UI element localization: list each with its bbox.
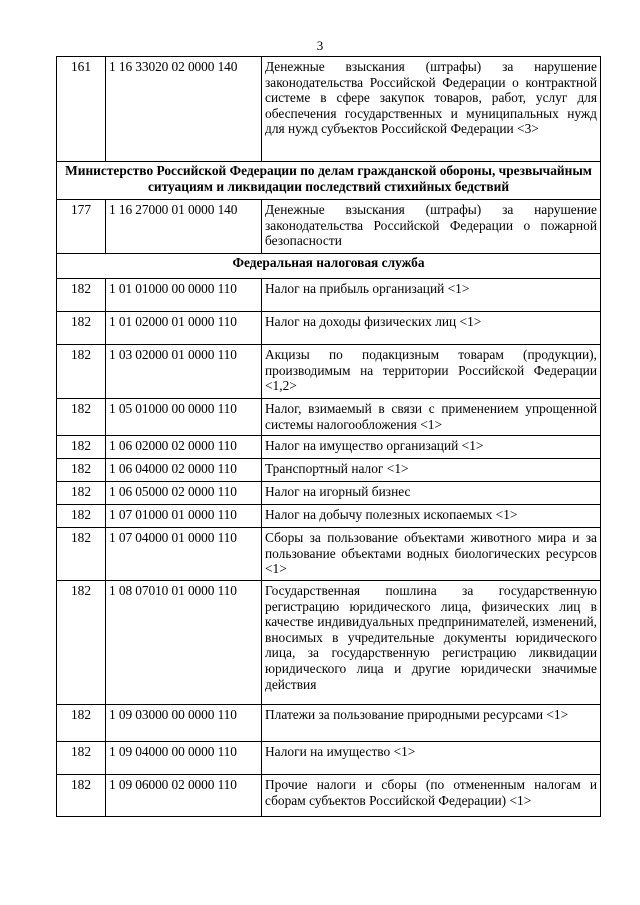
admin-code-cell: 182 [57,436,106,459]
admin-code-cell: 182 [57,279,106,312]
section-title: Федеральная налоговая служба [57,254,601,279]
budget-code-cell: 1 06 04000 02 0000 110 [106,459,262,482]
admin-code-cell: 182 [57,705,106,742]
budget-code-cell: 1 01 02000 01 0000 110 [106,312,262,345]
table-row [57,200,601,254]
description-cell: Акцизы по подакцизным товарам (продукции), производимым на территории Российской Федерации <1,2> [262,345,601,399]
admin-code-cell: 182 [57,459,106,482]
budget-code-cell: 1 06 05000 02 0000 110 [106,482,262,505]
description-cell: Налог на прибыль организаций <1> [262,279,601,312]
table-row [57,436,601,459]
description-cell: Денежные взыскания (штрафы) за нарушение законодательства Российской Федерации о пожарной безопасности [262,200,601,254]
admin-code-cell: 182 [57,312,106,345]
table-row [57,57,601,162]
description-cell: Государственная пошлина за государственную регистрацию юридического лица, физических лиц в качестве индивидуальных предпринимателей, изменений, вносимых в учредительные документы юридического лица, за государственную регистрацию ликвидации юридического лица и другие юридически значимые действия [262,581,601,705]
admin-code-cell: 182 [57,505,106,528]
page-number: 3 [316,38,324,53]
admin-code-cell: 182 [57,399,106,436]
budget-code-cell: 1 09 03000 00 0000 110 [106,705,262,742]
description-cell: Налог, взимаемый в связи с применением упрощенной системы налогообложения <1> [262,399,601,436]
table-row [57,312,601,345]
table-row [57,775,601,817]
admin-code-cell: 182 [57,775,106,817]
description-cell: Платежи за пользование природными ресурсами <1> [262,705,601,742]
table-row [57,742,601,775]
table-row [57,345,601,399]
table-row [57,279,601,312]
admin-code-cell: 182 [57,528,106,581]
admin-code-cell: 182 [57,581,106,705]
admin-code-cell: 177 [57,200,106,254]
description-cell: Налог на добычу полезных ископаемых <1> [262,505,601,528]
description-cell: Транспортный налог <1> [262,459,601,482]
budget-code-cell: 1 05 01000 00 0000 110 [106,399,262,436]
section-title: Министерство Российской Федерации по делам гражданской обороны, чрезвычайным ситуациям и ликвидации последствий стихийных бедствий [57,162,601,200]
description-cell: Налог на доходы физических лиц <1> [262,312,601,345]
budget-code-cell: 1 16 33020 02 0000 140 [106,57,262,162]
table-row [57,581,601,705]
admin-code-cell: 182 [57,482,106,505]
table-row [57,705,601,742]
budget-code-cell: 1 09 04000 00 0000 110 [106,742,262,775]
budget-code-cell: 1 08 07010 01 0000 110 [106,581,262,705]
admin-code-cell: 182 [57,742,106,775]
budget-code-cell: 1 07 01000 01 0000 110 [106,505,262,528]
admin-code-cell: 182 [57,345,106,399]
budget-code-cell: 1 07 04000 01 0000 110 [106,528,262,581]
table-row [57,399,601,436]
description-cell: Налоги на имущество <1> [262,742,601,775]
description-cell: Сборы за пользование объектами животного мира и за пользование объектами водных биологических ресурсов <1> [262,528,601,581]
admin-code-cell: 161 [57,57,106,162]
revenue-code-table [56,56,601,817]
budget-code-cell: 1 09 06000 02 0000 110 [106,775,262,817]
budget-code-cell: 1 16 27000 01 0000 140 [106,200,262,254]
table-row [57,482,601,505]
description-cell: Налог на имущество организаций <1> [262,436,601,459]
section-header-row [57,162,601,200]
budget-code-cell: 1 03 02000 01 0000 110 [106,345,262,399]
description-cell: Налог на игорный бизнес [262,482,601,505]
table-row [57,459,601,482]
table-row [57,505,601,528]
section-header-row [57,254,601,279]
table-row [57,528,601,581]
budget-code-cell: 1 06 02000 02 0000 110 [106,436,262,459]
budget-code-cell: 1 01 01000 00 0000 110 [106,279,262,312]
description-cell: Денежные взыскания (штрафы) за нарушение законодательства Российской Федерации о контрактной системе в сфере закупок товаров, работ, услуг для обеспечения государственных и муниципальных нужд для нужд субъектов Российской Федерации <3> [262,57,601,162]
description-cell: Прочие налоги и сборы (по отмененным налогам и сборам субъектов Российской Федерации) <1> [262,775,601,817]
